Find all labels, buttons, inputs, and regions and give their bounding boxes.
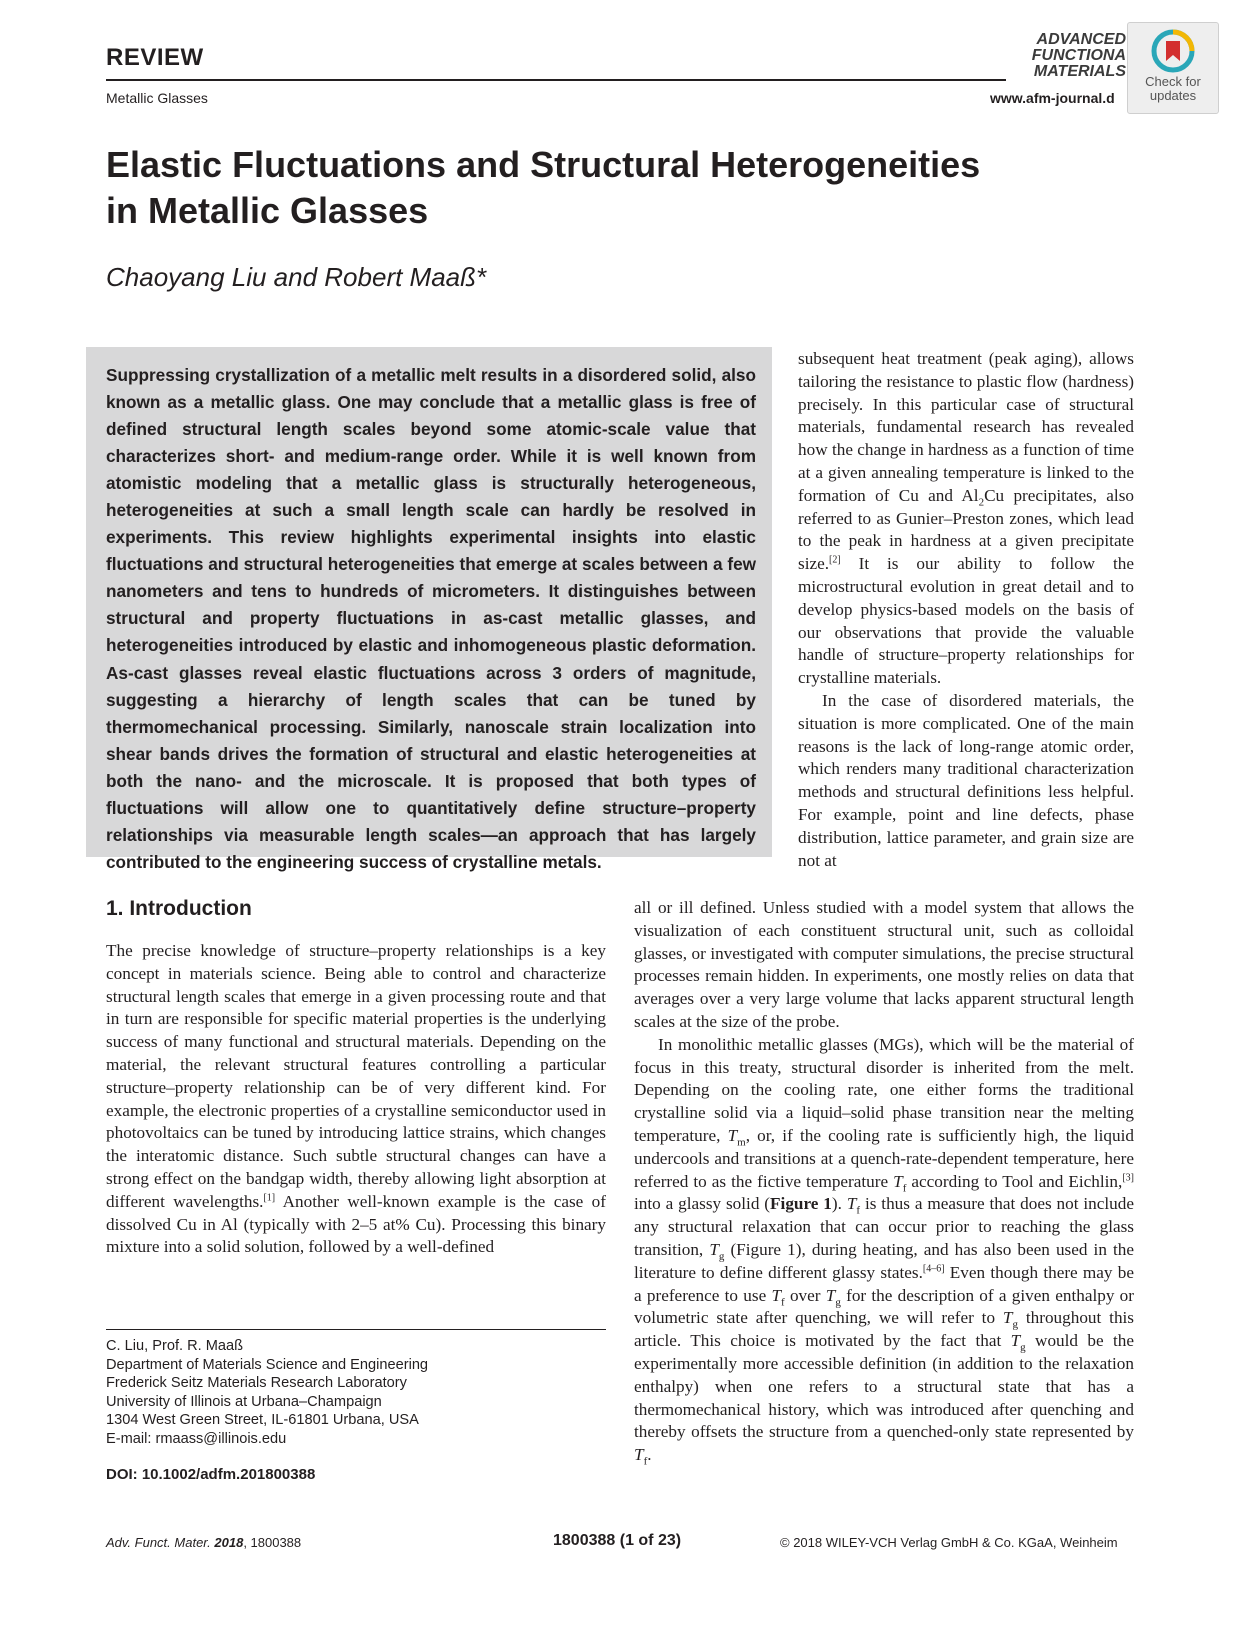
copyright-notice: © 2018 WILEY-VCH Verlag GmbH & Co. KGaA, Weinheim (780, 1535, 1118, 1550)
check-badge-line1: Check for (1145, 74, 1201, 89)
section-label: Metallic Glasses (106, 90, 208, 106)
check-for-updates-badge[interactable] (1127, 22, 1219, 114)
citation-link[interactable]: [4–6] (922, 1263, 945, 1275)
right-column-bottom (634, 897, 1134, 1467)
article-title (106, 142, 1006, 234)
journal-logo-line: ADVANCED (1036, 31, 1126, 48)
journal-logo-line: MATERIALS (1033, 63, 1126, 80)
journal-logo-line: FUNCTIONA (1031, 47, 1126, 64)
right-column-top (798, 348, 1134, 872)
article-type-label: REVIEW (106, 44, 204, 71)
affiliation-names: C. Liu, Prof. R. Maaß (106, 1338, 244, 1354)
doi-link[interactable]: DOI: 10.1002/adfm.201800388 (106, 1466, 316, 1483)
abstract-text: Suppressing crystallization of a metallic melt results in a disordered solid, also known as a metallic glass. One may conclude that a metallic glass is free of defined structural length scales beyond some atomic-scale value that characterizes short- and medium-range order. While it is well known from atomistic modeling that a metallic glass is structurally heterogeneous, heterogeneities at such a small length scale can hardly be resolved in experiments. This review highlights experimental insights into elastic fluctuations and structural heterogeneities that emerge at scales between a few nanometers and tens to hundreds of micrometers. It distinguishes between structural and property fluctuations in as-cast metallic glasses, and heterogeneities introduced by elastic and inhomogeneous plastic deformation. As-cast glasses reveal elastic fluctuations across 3 orders of magnitude, suggesting a hierarchy of length scales that can be tuned by thermomechanical processing. Similarly, nanoscale strain localization into shear bands drives the formation of structural and elastic heterogeneities at both the nano- and the microscale. It is proposed that both types of fluctuations will allow one to quantitatively define structure–property relationships via measurable length scales—an approach that has largely contributed to the engineering success of crystalline metals. (106, 365, 756, 872)
paragraph: all or ill defined. Unless studied with a model system that allows the visualization of each constituent structural unit, such as colloidal glasses, or investigated with computer simulations, the precise structural processes remain hidden. In experiments, one mostly relies on data that averages over a very large volume that lacks apparent structural length scales at the size of the probe. (634, 898, 1134, 1031)
affiliation-block (106, 1337, 428, 1449)
paragraph: subsequent heat treatment (peak aging), allows tailoring the resistance to plastic flow (hardness) precisely. In this particular case of structural materials, fundamental research has revealed how the change in hardness as a function of time at a given annealing temperature is linked to the formation of Cu and $Al_2Cu$ precipitates, also referred to as Gunier–Preston zones, which lead to the peak in hardness at a given precipitate size.[2] It is our ability to follow the microstructural evolution in great detail and to develop physics-based models on the basis of our observations that provide the valuable handle of structure–property relationships for crystalline materials. (798, 349, 1134, 688)
citation-link[interactable]: [1] (263, 1192, 276, 1204)
affiliation-address: 1304 West Green Street, IL-61801 Urbana, USA (106, 1412, 419, 1429)
page-number: 1800388 (1 of 23) (553, 1532, 682, 1549)
citation-link[interactable]: [2] (829, 554, 841, 566)
title-line-2: in Metallic Glasses (106, 190, 429, 231)
author-list: Chaoyang Liu and Robert Maaß* (106, 262, 487, 292)
citation-link[interactable]: [3] (1122, 1171, 1134, 1183)
title-line-1: Elastic Fluctuations and Structural Heterogeneities (106, 144, 981, 185)
journal-url[interactable]: www.afm-journal.d (990, 90, 1115, 106)
paragraph: In the case of disordered materials, the situation is more complicated. One of the main reasons is the lack of long-range atomic order, which renders many traditional characterization methods and structural definitions less helpful. For example, point and line defects, phase distribution, lattice parameter, and grain size are not at (798, 690, 1134, 870)
journal-logo (1002, 32, 1126, 80)
header-rule (106, 79, 1006, 81)
paragraph: In monolithic metallic glasses (MGs), which will be the material of focus in this treaty, structural disorder is inherited from the melt. Depending on the cooling rate, one either forms the traditional crystalline solid via a liquid–solid phase transition near the melting temperature, $T_m$, or, if the cooling rate is sufficiently high, the liquid undercools and transitions at a quench-rate-dependent temperature, here referred to as the fictive temperature $T_f$ according to Tool and Eichlin,[3] into a glassy solid (Figure 1). $T_f$ is thus a measure that does not include any structural relaxation that can occur prior to reaching the glass transition, $T_g$ (Figure 1), during heating, and has also been used in the literature to define different glassy states.[4–6] Even though there may be a preference to use $T_f$ over $T_g$ for the description of a given enthalpy or volumetric state after quenching, we will refer to $T_g$ throughout this article. This choice is motivated by the fact that $T_g$ would be the experimentally more accessible definition (in addition to the relaxation enthalpy) when one refers to a structural state that has a thermomechanical history, which was introduced after quenching and thereby offsets the structure from a quenched-only state represented by $T_f$. (634, 1034, 1135, 1468)
affiliation-rule (106, 1329, 606, 1330)
footer-citation: Adv. Funct. Mater. 2018, 1800388 (106, 1535, 302, 1550)
affiliation-univ: University of Illinois at Urbana–Champaign (106, 1393, 382, 1410)
left-column (106, 940, 606, 1259)
paragraph: The precise knowledge of structure–property relationships is a key concept in materials science. Being able to control and characterize structural length scales that emerge in a given processing route and that in turn are responsible for specific material properties is the underlying success of many functional and structural materials. Depending on the material, the relevant structural features controlling a particular structure–property relationship can be of very different kind. For example, the electronic properties of a crystalline semiconductor used in photovoltaics can be tuned by introducing lattice strains, which changes the interatomic distance. Such subtle structural changes can have a strong effect on the bandgap width, thereby allowing light absorption at different wavelengths.[1] Another well-known example is the case of dissolved Cu in Al (typically with 2–5 at% Cu). Processing this binary mixture into a solid solution, followed by a well-defined (106, 941, 606, 1257)
figure-link[interactable]: Figure 1 (770, 1194, 832, 1214)
check-badge-line2: updates (1149, 88, 1197, 103)
affiliation-dept: Department of Materials Science and Engineering (106, 1356, 429, 1373)
affiliation-email[interactable]: E-mail: rmaass@illinois.edu (106, 1430, 287, 1447)
affiliation-lab: Frederick Seitz Materials Research Laboratory (106, 1375, 407, 1392)
crossmark-icon (1151, 29, 1195, 73)
section-heading: 1. Introduction (106, 897, 252, 920)
